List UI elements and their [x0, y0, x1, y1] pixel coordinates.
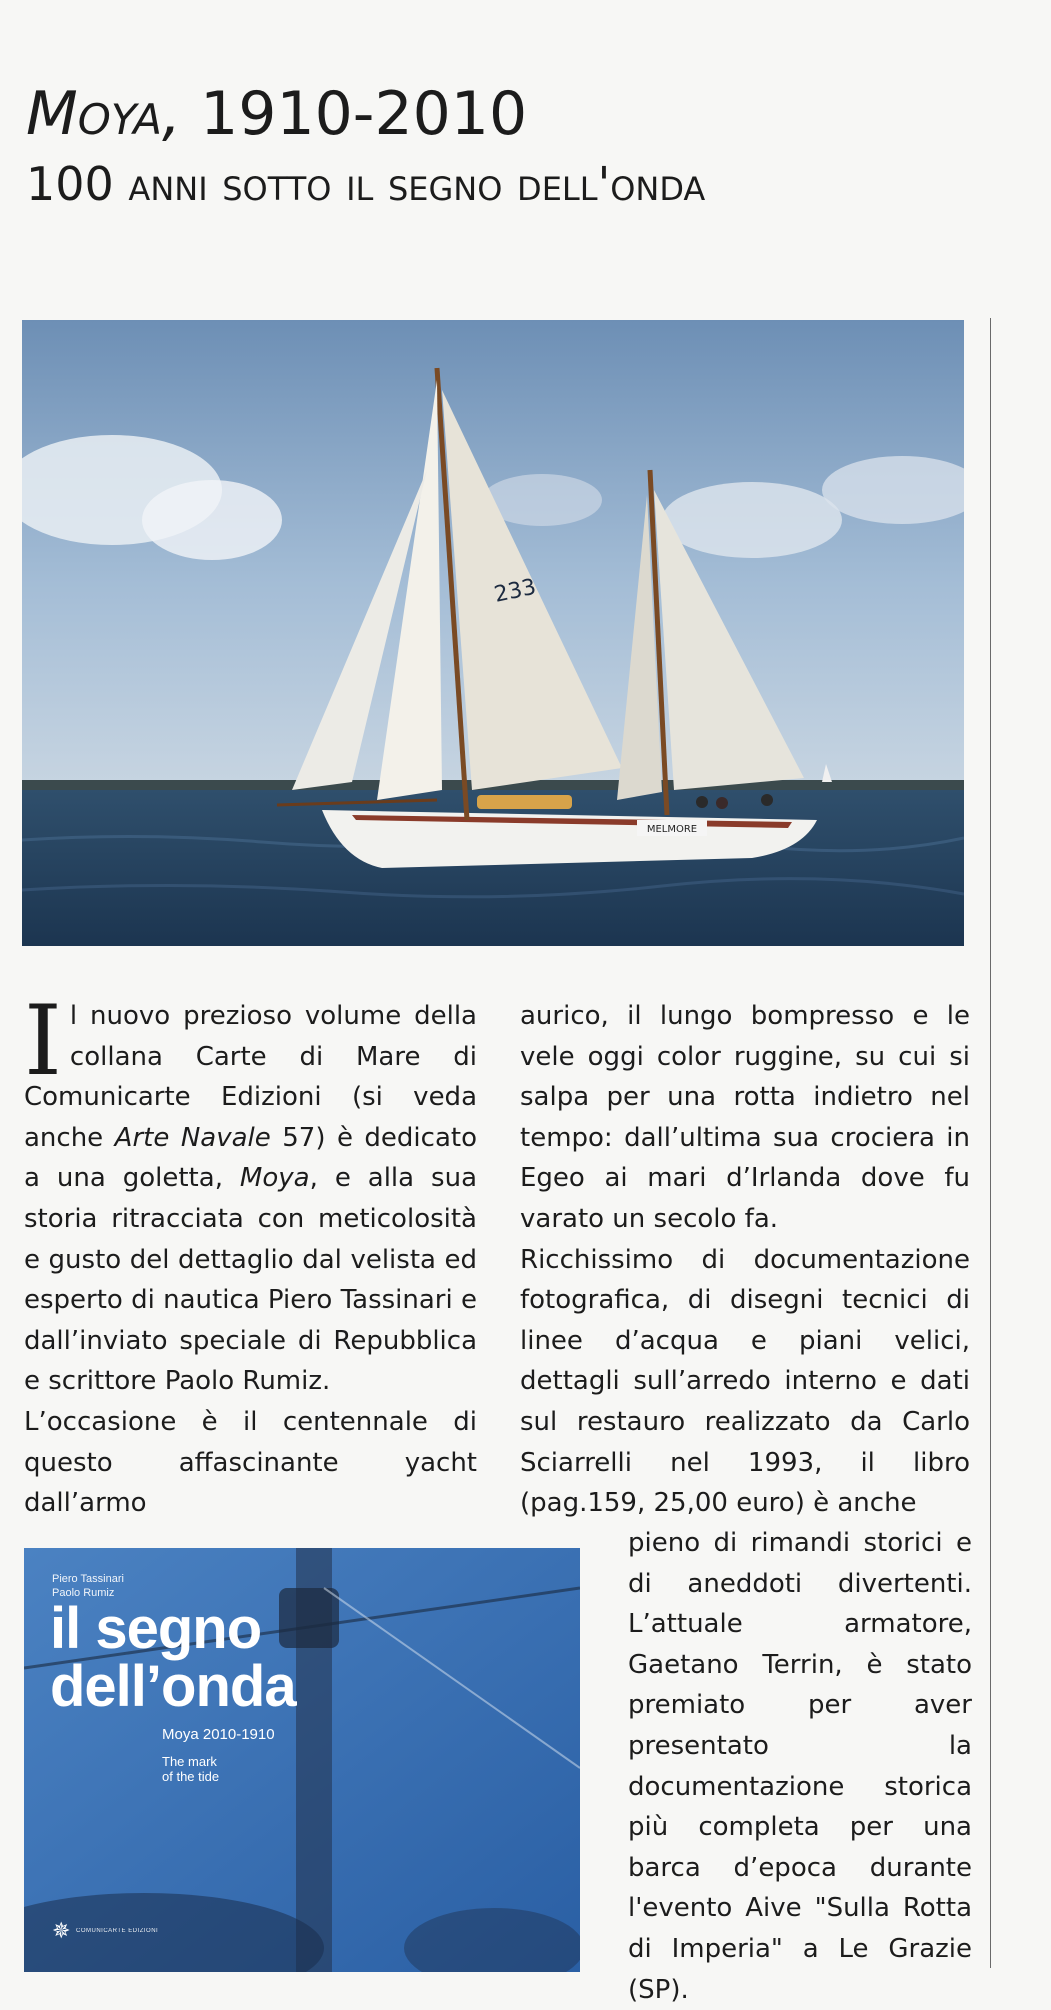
article-paragraph-4: Ricchissimo di documentazione fotografica, di disegni tecnici di linee d’acqua e piani velici, dettagli sull’arredo interno e dati sul restauro realizzato da Carlo Sciarrelli nel 1993, il libro (pag.159, 25,00 euro) è anche	[520, 1244, 970, 1519]
article-column-1	[24, 985, 477, 1524]
title-years: 1910-2010	[181, 79, 528, 149]
sail-number: 233	[492, 574, 539, 608]
magazine-reference: Arte Navale	[114, 1122, 271, 1153]
schooner-photo	[22, 320, 964, 946]
boat-name: Moya	[239, 1163, 310, 1194]
cover-publisher: COMUNICARTE EDIZIONI	[76, 1928, 159, 1934]
cover-english-title: of the tide	[162, 1769, 220, 1784]
cover-title-line-1: il segno	[50, 1596, 262, 1661]
book-cover	[24, 1548, 580, 1972]
title-boat-name: Moya,	[26, 79, 182, 149]
paragraph-text: 57) è dedicato a una goletta,	[24, 1122, 477, 1194]
cover-author: Piero Tassinari	[52, 1573, 124, 1585]
drop-cap: I	[24, 985, 62, 1097]
article-headline	[26, 78, 946, 214]
cover-title-line-2: dell’onda	[50, 1654, 296, 1719]
article-column-3	[628, 1523, 972, 2010]
column-rule	[990, 318, 991, 1968]
cover-author: Paolo Rumiz	[52, 1587, 115, 1599]
cover-english-title: The mark	[162, 1754, 217, 1769]
article-column-2	[520, 996, 970, 1524]
publisher-logo-icon: ✵	[52, 1918, 71, 1943]
article-title	[26, 78, 946, 150]
paragraph-text: l nuovo prezioso volume della collana Carte di Mare di Comunicarte Edizioni (si veda anche	[24, 1001, 477, 1153]
hull-name: MELMORE	[646, 824, 698, 835]
article-paragraph-2: L’occasione è il centennale di questo affascinante yacht dall’armo	[24, 1406, 477, 1519]
article-paragraph-3: aurico, il lungo bompresso e le vele oggi color ruggine, su cui si salpa per una rotta indietro nel tempo: dall’ultima sua crociera in Egeo ai mari d’Irlanda dove fu varato un secolo fa.	[520, 1001, 970, 1234]
article-paragraph-1	[24, 985, 477, 1402]
paragraph-text: , e alla sua storia ritracciata con meticolosità e gusto del dettaglio dal velista ed esperto di nautica Piero Tassinari e dall’inviato speciale di Repubblica e scrittore Paolo Rumiz.	[24, 1163, 477, 1397]
cover-subtitle: Moya 2010-1910	[162, 1726, 275, 1743]
article-subtitle: 100 anni sotto il segno dell'onda	[26, 157, 706, 211]
article-paragraph-5: pieno di rimandi storici e di aneddoti divertenti. L’attuale armatore, Gaetano Terrin, è stato premiato per aver presentato la documentazione storica più completa per una barca d’epoca durante l'evento Aive "Sulla Rotta di Imperia" a Le Grazie (SP).	[628, 1528, 972, 2005]
